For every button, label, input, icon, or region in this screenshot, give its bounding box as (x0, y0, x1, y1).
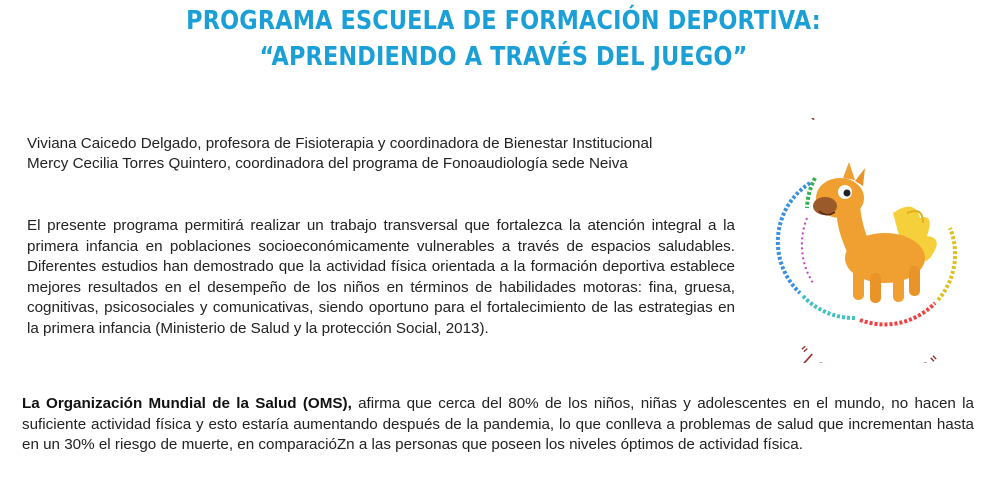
authors-block (27, 134, 747, 174)
page-title: PROGRAMA ESCUELA DE FORMACIÓN DEPORTIVA: (186, 6, 821, 36)
logo-top-text (801, 118, 943, 125)
page-subtitle: “APRENDIENDO A TRAVÉS DEL JUEGO” (259, 42, 748, 72)
oms-paragraph (22, 394, 974, 456)
pony-mascot-icon (813, 162, 937, 303)
oms-paragraph-text: afirma que cerca del 80% de los niños, niñas y adolescentes en el mundo, no hacen la suficiente actividad física y esto estaría aumentando después de la pandemia, lo que conlleva a problemas de salud que incrementan hasta en un 30% el riesgo de muerte, en comparacióZn a las personas que poseen los niveles óptimos de actividad física. (22, 395, 974, 454)
logo-bottom-text: "L " (790, 342, 950, 363)
oms-lead-bold: La Organización Mundial de la Salud (OMS), (22, 395, 352, 412)
fundacion-logo (745, 118, 985, 363)
author-line: Mercy Cecilia Torres Quintero, coordinadora del programa de Fonoaudiología sede Neiva (27, 155, 628, 172)
author-line: Viviana Caicedo Delgado, profesora de Fisioterapia y coordinadora de Bienestar Institucional (27, 135, 653, 152)
logo-graphic (745, 118, 985, 363)
intro-paragraph: El presente programa permitirá realizar un trabajo transversal que fortalezca la atención integral a la primera infancia en poblaciones socioeconómicamente vulnerables a través de espacios saludables. Diferentes estudios han demostrado que la actividad física orientada a la formación deportiva establece mejores resultados en el desempeño de los niños en términos de habilidades motoras: fina, gruesa, cognitivas, psicosociales y comunicativas, siendo oportuno para el fortalecimiento de las estrategias en la primera infancia (Ministerio de Salud y la protección Social, 2013). (27, 217, 735, 337)
